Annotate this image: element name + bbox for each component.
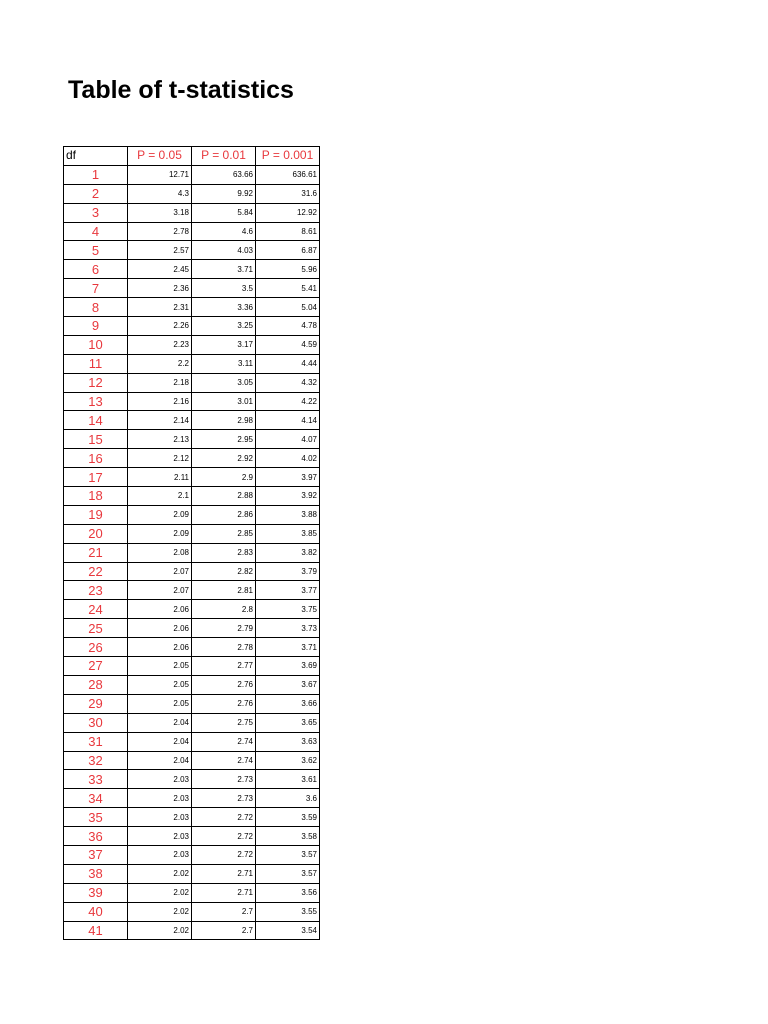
df-cell: 21	[64, 543, 128, 562]
table-row	[64, 279, 320, 298]
p-0-001-cell: 3.63	[256, 732, 320, 751]
p-0-001-cell: 3.57	[256, 845, 320, 864]
p-0-001-cell: 4.44	[256, 354, 320, 373]
p-0-01-cell: 2.92	[192, 449, 256, 468]
table-row	[64, 732, 320, 751]
p-0-05-cell: 2.05	[128, 675, 192, 694]
p-0-001-cell: 4.78	[256, 317, 320, 336]
p-0-001-cell: 4.59	[256, 335, 320, 354]
p-0-001-cell: 6.87	[256, 241, 320, 260]
df-cell: 35	[64, 808, 128, 827]
df-cell: 39	[64, 883, 128, 902]
p-0-001-cell: 3.69	[256, 657, 320, 676]
table-row	[64, 713, 320, 732]
table-row	[64, 184, 320, 203]
p-0-001-cell: 636.61	[256, 165, 320, 184]
df-cell: 16	[64, 449, 128, 468]
table-row	[64, 449, 320, 468]
p-0-001-cell: 3.62	[256, 751, 320, 770]
p-0-05-cell: 2.78	[128, 222, 192, 241]
df-cell: 33	[64, 770, 128, 789]
df-cell: 28	[64, 675, 128, 694]
table-row	[64, 298, 320, 317]
p-0-01-cell: 3.5	[192, 279, 256, 298]
p-0-001-cell: 3.77	[256, 581, 320, 600]
p-0-05-cell: 2.02	[128, 921, 192, 940]
p-0-001-cell: 4.22	[256, 392, 320, 411]
p-0-001-cell: 3.54	[256, 921, 320, 940]
p-0-001-cell: 3.79	[256, 562, 320, 581]
p-0-01-cell: 2.76	[192, 675, 256, 694]
df-cell: 18	[64, 487, 128, 506]
p-0-01-cell: 5.84	[192, 203, 256, 222]
table-row	[64, 789, 320, 808]
df-cell: 2	[64, 184, 128, 203]
df-cell: 4	[64, 222, 128, 241]
p-0-01-cell: 2.8	[192, 600, 256, 619]
p-0-001-cell: 4.02	[256, 449, 320, 468]
p-0-05-cell: 2.2	[128, 354, 192, 373]
df-cell: 7	[64, 279, 128, 298]
p-0-01-cell: 2.83	[192, 543, 256, 562]
header-p-0-001: P = 0.001	[256, 147, 320, 166]
p-0-01-cell: 9.92	[192, 184, 256, 203]
df-cell: 12	[64, 373, 128, 392]
table-row	[64, 562, 320, 581]
header-p-0-01: P = 0.01	[192, 147, 256, 166]
p-0-01-cell: 63.66	[192, 165, 256, 184]
p-0-01-cell: 2.75	[192, 713, 256, 732]
p-0-05-cell: 2.09	[128, 505, 192, 524]
header-p-0-05: P = 0.05	[128, 147, 192, 166]
table-row	[64, 354, 320, 373]
p-0-05-cell: 2.26	[128, 317, 192, 336]
p-0-01-cell: 2.86	[192, 505, 256, 524]
t-statistics-table	[63, 146, 320, 940]
p-0-01-cell: 2.7	[192, 902, 256, 921]
df-cell: 27	[64, 657, 128, 676]
df-cell: 31	[64, 732, 128, 751]
table-row	[64, 373, 320, 392]
df-cell: 20	[64, 524, 128, 543]
df-cell: 30	[64, 713, 128, 732]
table-row	[64, 203, 320, 222]
p-0-05-cell: 2.11	[128, 468, 192, 487]
table-row	[64, 883, 320, 902]
p-0-05-cell: 2.45	[128, 260, 192, 279]
table-row	[64, 694, 320, 713]
p-0-001-cell: 3.61	[256, 770, 320, 789]
df-cell: 22	[64, 562, 128, 581]
table-row	[64, 430, 320, 449]
p-0-001-cell: 3.56	[256, 883, 320, 902]
p-0-01-cell: 2.9	[192, 468, 256, 487]
table-row	[64, 487, 320, 506]
p-0-001-cell: 4.32	[256, 373, 320, 392]
p-0-05-cell: 2.36	[128, 279, 192, 298]
table-row	[64, 392, 320, 411]
table-header	[64, 147, 320, 166]
p-0-001-cell: 3.67	[256, 675, 320, 694]
table-row	[64, 808, 320, 827]
p-0-01-cell: 2.71	[192, 864, 256, 883]
p-0-01-cell: 2.74	[192, 751, 256, 770]
p-0-05-cell: 2.23	[128, 335, 192, 354]
p-0-001-cell: 3.92	[256, 487, 320, 506]
p-0-001-cell: 8.61	[256, 222, 320, 241]
table-row	[64, 619, 320, 638]
table-row	[64, 524, 320, 543]
table-row	[64, 902, 320, 921]
df-cell: 19	[64, 505, 128, 524]
p-0-05-cell: 2.03	[128, 845, 192, 864]
p-0-01-cell: 2.71	[192, 883, 256, 902]
p-0-05-cell: 2.06	[128, 619, 192, 638]
p-0-05-cell: 2.05	[128, 657, 192, 676]
p-0-01-cell: 2.74	[192, 732, 256, 751]
table-row	[64, 864, 320, 883]
df-cell: 8	[64, 298, 128, 317]
p-0-05-cell: 2.07	[128, 581, 192, 600]
p-0-05-cell: 2.03	[128, 827, 192, 846]
df-cell: 32	[64, 751, 128, 770]
p-0-01-cell: 2.82	[192, 562, 256, 581]
p-0-001-cell: 12.92	[256, 203, 320, 222]
p-0-01-cell: 2.98	[192, 411, 256, 430]
table-row	[64, 600, 320, 619]
p-0-01-cell: 3.71	[192, 260, 256, 279]
df-cell: 36	[64, 827, 128, 846]
p-0-001-cell: 4.14	[256, 411, 320, 430]
table-row	[64, 675, 320, 694]
df-cell: 37	[64, 845, 128, 864]
p-0-01-cell: 2.72	[192, 808, 256, 827]
page-title: Table of t-statistics	[68, 76, 294, 104]
df-cell: 26	[64, 638, 128, 657]
p-0-001-cell: 3.82	[256, 543, 320, 562]
p-0-001-cell: 3.6	[256, 789, 320, 808]
df-cell: 6	[64, 260, 128, 279]
p-0-05-cell: 2.02	[128, 864, 192, 883]
df-cell: 14	[64, 411, 128, 430]
p-0-01-cell: 2.72	[192, 827, 256, 846]
df-cell: 38	[64, 864, 128, 883]
table-body	[64, 165, 320, 940]
p-0-001-cell: 5.96	[256, 260, 320, 279]
table-row	[64, 543, 320, 562]
p-0-05-cell: 2.12	[128, 449, 192, 468]
table-row	[64, 505, 320, 524]
p-0-01-cell: 3.36	[192, 298, 256, 317]
p-0-01-cell: 2.88	[192, 487, 256, 506]
p-0-001-cell: 5.41	[256, 279, 320, 298]
p-0-01-cell: 3.05	[192, 373, 256, 392]
df-cell: 23	[64, 581, 128, 600]
p-0-05-cell: 2.08	[128, 543, 192, 562]
p-0-05-cell: 2.06	[128, 638, 192, 657]
df-cell: 11	[64, 354, 128, 373]
p-0-05-cell: 2.14	[128, 411, 192, 430]
df-cell: 3	[64, 203, 128, 222]
p-0-001-cell: 3.58	[256, 827, 320, 846]
p-0-001-cell: 5.04	[256, 298, 320, 317]
p-0-01-cell: 2.95	[192, 430, 256, 449]
p-0-001-cell: 3.73	[256, 619, 320, 638]
p-0-05-cell: 2.05	[128, 694, 192, 713]
p-0-001-cell: 3.57	[256, 864, 320, 883]
p-0-001-cell: 3.55	[256, 902, 320, 921]
p-0-01-cell: 2.73	[192, 770, 256, 789]
p-0-01-cell: 2.79	[192, 619, 256, 638]
p-0-01-cell: 3.17	[192, 335, 256, 354]
p-0-05-cell: 2.31	[128, 298, 192, 317]
table-row	[64, 317, 320, 336]
p-0-001-cell: 3.59	[256, 808, 320, 827]
table-row	[64, 241, 320, 260]
p-0-01-cell: 2.81	[192, 581, 256, 600]
p-0-01-cell: 2.76	[192, 694, 256, 713]
p-0-001-cell: 3.65	[256, 713, 320, 732]
p-0-01-cell: 4.6	[192, 222, 256, 241]
p-0-05-cell: 3.18	[128, 203, 192, 222]
table-row	[64, 222, 320, 241]
p-0-05-cell: 2.1	[128, 487, 192, 506]
p-0-001-cell: 3.66	[256, 694, 320, 713]
table-row	[64, 827, 320, 846]
df-cell: 41	[64, 921, 128, 940]
p-0-001-cell: 31.6	[256, 184, 320, 203]
p-0-01-cell: 3.25	[192, 317, 256, 336]
table-row	[64, 770, 320, 789]
p-0-001-cell: 3.88	[256, 505, 320, 524]
table-row	[64, 657, 320, 676]
df-cell: 9	[64, 317, 128, 336]
df-cell: 24	[64, 600, 128, 619]
p-0-01-cell: 3.01	[192, 392, 256, 411]
p-0-05-cell: 2.13	[128, 430, 192, 449]
p-0-001-cell: 3.71	[256, 638, 320, 657]
table-row	[64, 638, 320, 657]
df-cell: 10	[64, 335, 128, 354]
table-row	[64, 845, 320, 864]
p-0-05-cell: 2.02	[128, 883, 192, 902]
p-0-01-cell: 2.77	[192, 657, 256, 676]
p-0-01-cell: 2.72	[192, 845, 256, 864]
p-0-05-cell: 2.57	[128, 241, 192, 260]
p-0-05-cell: 2.04	[128, 713, 192, 732]
p-0-05-cell: 2.03	[128, 808, 192, 827]
table-row	[64, 751, 320, 770]
p-0-001-cell: 3.75	[256, 600, 320, 619]
table-row	[64, 468, 320, 487]
p-0-01-cell: 4.03	[192, 241, 256, 260]
df-cell: 40	[64, 902, 128, 921]
table-row	[64, 411, 320, 430]
p-0-05-cell: 2.18	[128, 373, 192, 392]
df-cell: 34	[64, 789, 128, 808]
table-row	[64, 335, 320, 354]
p-0-05-cell: 2.04	[128, 751, 192, 770]
table-row	[64, 921, 320, 940]
p-0-05-cell: 4.3	[128, 184, 192, 203]
p-0-05-cell: 2.04	[128, 732, 192, 751]
p-0-05-cell: 2.02	[128, 902, 192, 921]
df-cell: 25	[64, 619, 128, 638]
table-row	[64, 260, 320, 279]
df-cell: 29	[64, 694, 128, 713]
p-0-01-cell: 2.78	[192, 638, 256, 657]
p-0-05-cell: 12.71	[128, 165, 192, 184]
p-0-001-cell: 4.07	[256, 430, 320, 449]
header-df: df	[64, 147, 128, 166]
table-row	[64, 581, 320, 600]
header-row	[64, 147, 320, 166]
p-0-01-cell: 2.7	[192, 921, 256, 940]
df-cell: 15	[64, 430, 128, 449]
p-0-001-cell: 3.97	[256, 468, 320, 487]
p-0-001-cell: 3.85	[256, 524, 320, 543]
p-0-05-cell: 2.16	[128, 392, 192, 411]
p-0-05-cell: 2.09	[128, 524, 192, 543]
df-cell: 13	[64, 392, 128, 411]
table-row	[64, 165, 320, 184]
df-cell: 5	[64, 241, 128, 260]
df-cell: 1	[64, 165, 128, 184]
p-0-05-cell: 2.03	[128, 789, 192, 808]
p-0-01-cell: 2.73	[192, 789, 256, 808]
p-0-05-cell: 2.03	[128, 770, 192, 789]
p-0-01-cell: 3.11	[192, 354, 256, 373]
df-cell: 17	[64, 468, 128, 487]
p-0-05-cell: 2.07	[128, 562, 192, 581]
p-0-05-cell: 2.06	[128, 600, 192, 619]
p-0-01-cell: 2.85	[192, 524, 256, 543]
